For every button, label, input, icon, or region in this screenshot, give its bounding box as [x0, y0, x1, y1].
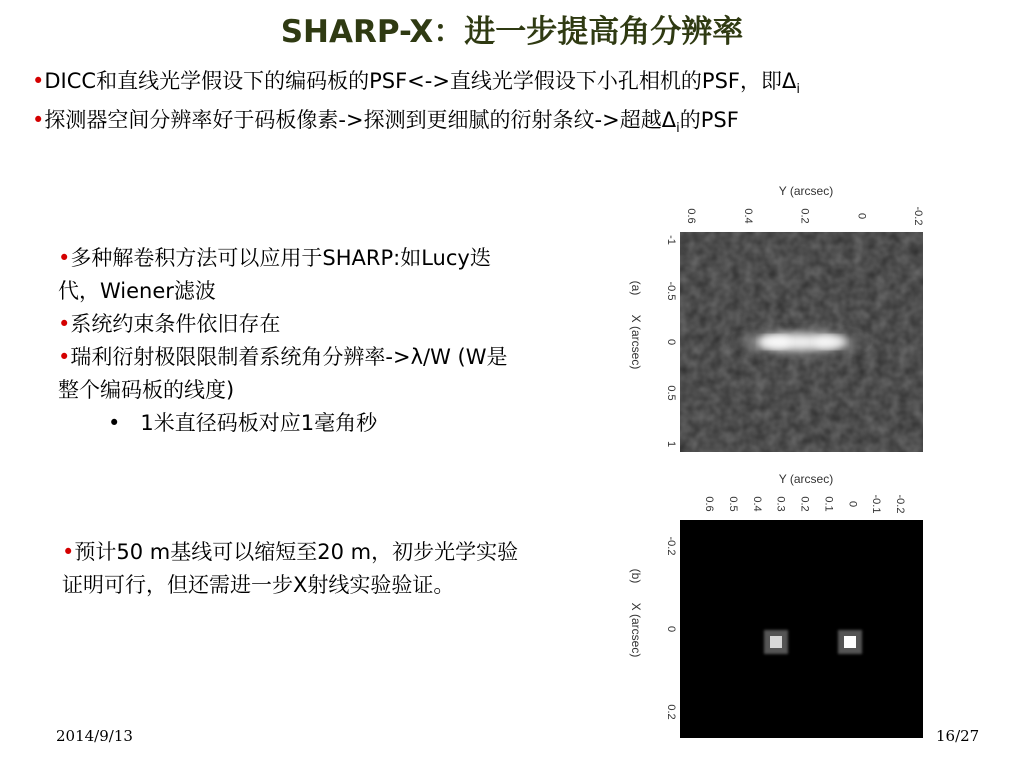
y-tick-label: 0.1 — [822, 496, 835, 512]
method-notes — [58, 242, 518, 440]
baseline-note — [62, 536, 532, 602]
bullet-marker: • — [58, 345, 71, 369]
top-bullet-2-tail: 的PSF — [679, 108, 739, 132]
y-tick-label: 0.6 — [685, 208, 697, 224]
y-tick-label: 0 — [846, 500, 859, 508]
figure-b-x-label: X (arcsec) — [629, 602, 643, 658]
top-bullet-list — [32, 66, 1007, 144]
bullet-marker: • — [58, 312, 71, 336]
psf-peak-right — [814, 335, 846, 349]
method-bullet-1-text: 多种解卷积方法可以应用于SHARP:如Lucy迭代，Wiener滤波 — [58, 246, 491, 303]
top-bullet-2 — [32, 105, 1007, 144]
bullet-marker: • — [62, 540, 75, 564]
y-tick-label: -0.2 — [912, 206, 924, 226]
psf-figure-a — [610, 178, 930, 456]
y-tick-label: 0.4 — [741, 208, 754, 224]
figure-b-x-ticks — [665, 537, 677, 720]
sub-bullet-marker: • — [108, 411, 121, 435]
subscript-i: i — [796, 82, 800, 97]
psf-streak — [726, 327, 874, 357]
x-tick-label: 0.2 — [665, 704, 677, 720]
y-tick-label: 0.2 — [798, 496, 811, 512]
x-tick-label: -1 — [665, 235, 677, 245]
method-bullet-3 — [58, 341, 518, 407]
x-tick-label: 0.5 — [665, 385, 677, 401]
y-tick-label: 0.4 — [750, 496, 763, 512]
slide-title: SHARP-X：进一步提高角分辨率 — [280, 14, 744, 50]
method-bullet-3-text: 瑞利衍射极限限制着系统角分辨率->λ/W (W是整个编码板的线度) — [58, 345, 508, 402]
psf-image-b — [680, 520, 923, 738]
figure-b-panel-label: (b) — [629, 568, 643, 584]
y-tick-label: -0.1 — [870, 494, 883, 514]
y-tick-label: 0.3 — [774, 496, 787, 512]
bullet-marker: • — [58, 246, 71, 270]
y-tick-label: 0 — [855, 212, 868, 220]
figure-a-x-label: X (arcsec) — [629, 314, 643, 370]
x-tick-label: 0 — [665, 625, 677, 633]
figure-b-y-label: Y (arcsec) — [778, 472, 834, 486]
figure-a-x-ticks — [665, 235, 677, 447]
footer-page-number: 16/27 — [936, 727, 980, 745]
subscript-i: i — [676, 121, 680, 136]
method-bullet-1 — [58, 242, 518, 308]
y-tick-label: -0.2 — [894, 494, 906, 514]
psf-peak-left — [759, 335, 791, 349]
method-sub-bullet — [58, 407, 518, 440]
method-sub-bullet-text: 1米直径码板对应1毫角秒 — [140, 411, 378, 435]
psf-spot-right — [844, 636, 856, 648]
top-bullet-1 — [32, 66, 1007, 105]
method-bullet-2-text: 系统约束条件依旧存在 — [70, 312, 281, 336]
x-tick-label: 0 — [665, 338, 677, 346]
bullet-marker: • — [32, 108, 45, 132]
baseline-bullet-text: 预计50 m基线可以缩短至20 m，初步光学实验证明可行，但还需进一步X射线实验验证。 — [62, 540, 519, 597]
method-bullet-2 — [58, 308, 518, 341]
figure-a-panel-label: (a) — [629, 280, 643, 296]
footer-date: 2014/9/13 — [56, 727, 133, 745]
y-tick-label: 0.2 — [798, 208, 811, 224]
figure-a-y-label: Y (arcsec) — [778, 184, 834, 198]
figure-a-y-ticks — [685, 207, 924, 226]
x-tick-label: 1 — [665, 440, 677, 448]
x-tick-label: -0.5 — [665, 281, 677, 301]
top-bullet-1-text: DICC和直线光学假设下的编码板的PSF<->直线光学假设下小孔相机的PSF，即Δ — [44, 69, 797, 93]
top-bullet-2-text: 探测器空间分辨率好于码板像素->探测到更细腻的衍射条纹->超越Δ — [44, 108, 677, 132]
y-tick-label: 0.5 — [726, 496, 739, 512]
baseline-bullet — [62, 536, 532, 602]
x-tick-label: -0.2 — [665, 536, 677, 556]
y-tick-label: 0.6 — [703, 496, 715, 512]
psf-figure-b — [610, 466, 930, 744]
psf-spot-left — [770, 636, 782, 648]
figure-b-y-ticks — [703, 495, 906, 514]
bullet-marker: • — [32, 69, 45, 93]
